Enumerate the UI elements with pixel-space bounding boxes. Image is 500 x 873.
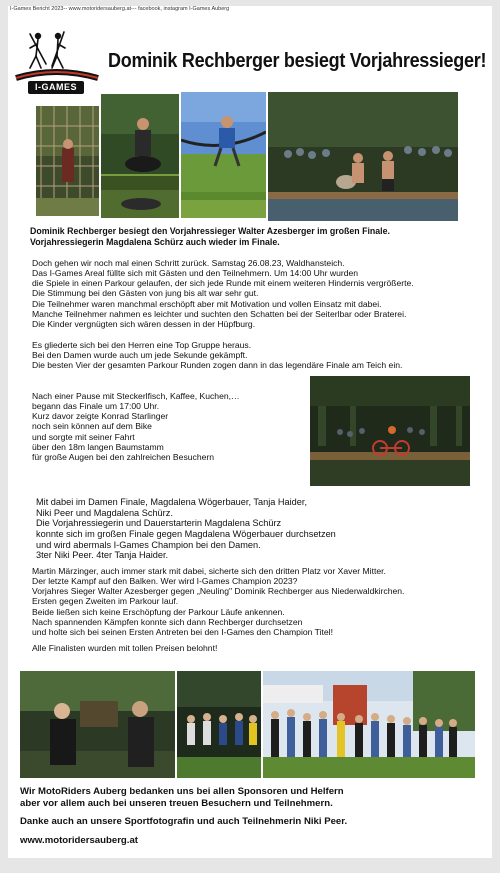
photo-award-men (177, 671, 261, 778)
text-line: 3ter Niki Peer. 4ter Tanja Haider. (36, 550, 169, 561)
text-line: Doch gehen wir noch mal einen Schritt zurück. Samstag 26.08.23, Waldhansteich. (32, 258, 345, 268)
text-line: noch sein können auf dem Bike (32, 421, 152, 432)
text-line: Nach spannenden Kämpfen konnte sich dann Rechberger durchsetzen (32, 616, 303, 627)
photo-bike-log (310, 376, 470, 486)
photo-finalists-group (263, 671, 475, 778)
text-line: Der letzte Kampf auf den Balken. Wer wird I-Games Champion 2023? (32, 576, 298, 587)
paragraph-final-start (32, 391, 240, 462)
text-line: Es gliederte sich bei den Herren eine Top Gruppe heraus. (32, 340, 252, 350)
text-line: Die Stimmung bei den Gästen von jung bis alt war sehr gut. (32, 288, 259, 299)
header-line: I-Games Bericht 2023-- www.motoridersauberg.at--- facebook, instagram I-Games Auberg (10, 6, 230, 12)
text-line: Die Teilnehmer waren manchmal erschöpft aber mit Motivation und vollen Einsatz mit dabei. (32, 298, 382, 309)
text-line: begann das Finale um 17:00 Uhr. (32, 401, 160, 412)
text-line: und sorgte mit seiner Fahrt (32, 431, 135, 442)
text-line: Ersten gegen Zweiten im Parkour lauf. (32, 596, 179, 607)
lead-paragraph (30, 226, 470, 247)
lead-line: Dominik Rechberger besiegt den Vorjahressieger Walter Azesberger im großen Finale. (30, 226, 390, 236)
paragraph-women-final (36, 497, 336, 561)
logo-text: I-GAMES (34, 82, 77, 92)
text-line: Das I-Games Areal füllte sich mit Gästen und den Teilnehmern. Um 14:00 Uhr wurden (32, 268, 359, 279)
text-line: und holte sich bei seinen Ersten Antreten bei den I-Games den Champion Titel! (32, 626, 333, 637)
i-games-logo (10, 26, 102, 98)
paragraph-groups (32, 340, 402, 370)
text-line: über den 18m langen Baumstamm (32, 441, 164, 452)
text-line: Vorjahres Sieger Walter Azesberger gegen „Neuling" Dominik Rechberger aus Niederwaldkirchen. (32, 586, 405, 597)
paragraph-men-final (32, 566, 404, 637)
thanks-sponsors (20, 786, 344, 809)
text-line: und wird abermals I-Games Champion bei den Damen. (36, 539, 261, 550)
photo-rope-balance (181, 92, 266, 192)
photo-log-fight (268, 92, 458, 221)
text-line: Nach einer Pause mit Steckerlfisch, Kaffee, Kuchen,… (32, 391, 240, 401)
text-line: Die besten Vier der gesamten Parkour Runden zogen dann in das legendäre Finale am Teich ein. (32, 360, 403, 371)
text-line: Martin Märzinger, auch immer stark mit dabei, sicherte sich den dritten Platz vor Xaver Mitter. (32, 566, 386, 576)
text-line: konnte sich im großen Finale gegen Magdalena Wögerbauer durchsetzen (36, 529, 336, 540)
text-line: Die Kinder vergnügten sich wären dessen in der Hüpfburg. (32, 318, 256, 329)
article-page (8, 6, 492, 858)
text-line: Manche Teilnehmer nahmen es leichter und suchten den Schatten bei der Seiterlbar oder Braterei. (32, 308, 407, 319)
thanks-photographer: Danke auch an unsere Sportfotografin und auch Teilnehmerin Niki Peer. (20, 816, 348, 827)
text-line: aber vor allem auch bei unseren treuen Besuchern und Teilnehmern. (20, 797, 333, 809)
photo-grass (181, 192, 266, 218)
text-line: die Spiele in einen Parkour gelaufen, der sich jede Runde mit einem weiteren Hindernis vergrößerte. (32, 278, 414, 289)
text-line: Die Vorjahressiegerin und Dauerstarterin Magdalena Schürz (36, 518, 282, 529)
headline: Dominik Rechberger besiegt Vorjahressieger! (108, 50, 487, 72)
website-link[interactable]: www.motoridersauberg.at (20, 835, 138, 846)
text-line: Niki Peer und Magdalena Schürz. (36, 507, 173, 518)
photo-climbing-net (36, 106, 99, 216)
text-line: Bei den Damen wurde auch um jede Sekunde gekämpft. (32, 350, 248, 361)
lead-line: Vorjahressiegerin Magdalena Schürz auch wieder im Finale. (30, 236, 280, 247)
photo-award-women (20, 671, 175, 778)
paragraph-prizes (32, 643, 217, 653)
text-line: Beide ließen sich keine Erschöpfung der Parkour Läufe ankennen. (32, 606, 285, 617)
text-line: Kurz davor zeigte Konrad Starlinger (32, 411, 169, 422)
paragraph-intro (32, 258, 414, 329)
text-line: für große Augen bei den zahlreichen Besuchern (32, 451, 215, 462)
text-line: Wir MotoRiders Auberg bedanken uns bei allen Sponsoren und Helfern (20, 786, 344, 797)
photo-ground-crawl (101, 176, 179, 218)
text-line: Alle Finalisten wurden mit tollen Preisen belohnt! (32, 643, 218, 653)
text-line: Mit dabei im Damen Finale, Magdalena Wögerbauer, Tanja Haider, (36, 497, 308, 507)
